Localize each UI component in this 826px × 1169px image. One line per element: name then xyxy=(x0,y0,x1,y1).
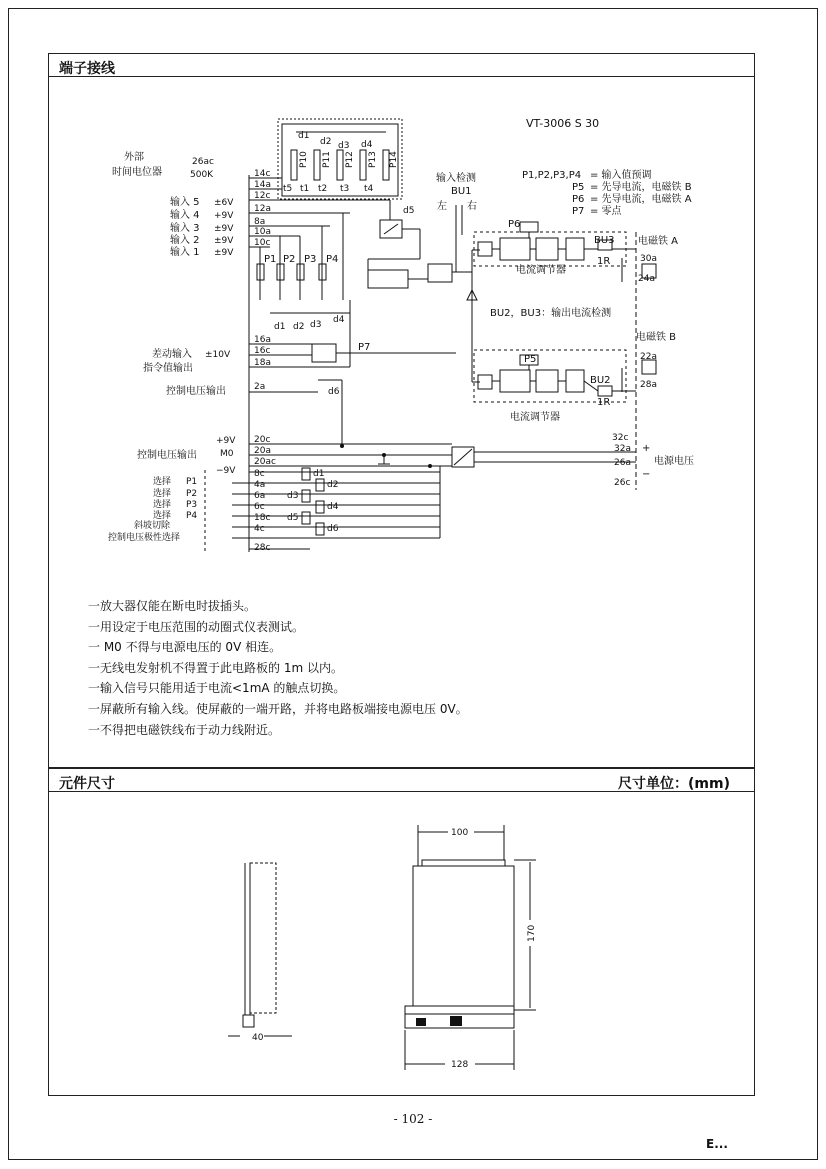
pot-term-label: 26ac xyxy=(192,157,214,167)
bu1-label: BU1 xyxy=(451,186,472,197)
terminal-30a: 30a xyxy=(640,254,657,264)
resistor-1r-b: 1R xyxy=(597,397,611,408)
solenoid-b-label: 电磁铁 B xyxy=(636,332,677,343)
right-label: 右 xyxy=(467,201,477,212)
select-label-1: 选择 xyxy=(153,477,172,487)
terminal-8a: 8a xyxy=(254,217,266,227)
pot-value-label: 500K xyxy=(190,170,214,180)
input-label-4: 输入 4 xyxy=(170,210,200,221)
left-label: 左 xyxy=(437,201,447,212)
preset-p12: P12 xyxy=(345,151,355,168)
relay-d6: d6 xyxy=(327,524,339,534)
terminal-8c: 8c xyxy=(254,469,265,479)
volt-minus9: −9V xyxy=(216,466,236,476)
terminal-10a: 10a xyxy=(254,227,271,237)
select-p3: P3 xyxy=(186,500,198,510)
select-label-4: 选择 xyxy=(153,511,172,521)
diff-input-label: 差动输入 xyxy=(152,349,192,360)
ctrl-volt-output-label-2: 控制电压输出 xyxy=(137,450,197,461)
note-item: 一不得把电磁铁线布于动力线附近。 xyxy=(88,722,281,737)
terminal-14c: 14c xyxy=(254,169,271,179)
relay-d5: d5 xyxy=(287,513,299,523)
input-label-1: 输入 1 xyxy=(170,247,200,258)
terminal-4c: 4c xyxy=(254,524,265,534)
terminal-28a: 28a xyxy=(640,380,657,390)
legend-key-2: P5 xyxy=(572,182,585,193)
dim-top-width: 100 xyxy=(451,828,469,838)
select-p1: P1 xyxy=(186,477,198,487)
input-volt-2: ±9V xyxy=(214,236,234,246)
dimension-section-title: 元件尺寸 xyxy=(59,776,115,792)
relay-d4: d4 xyxy=(327,502,339,512)
current-regulator-a: 电流调节器 xyxy=(516,265,566,276)
terminal-20a: 20a xyxy=(254,446,271,456)
volt-m0: M0 xyxy=(220,449,234,459)
bu2-label: BU2 xyxy=(590,375,611,386)
terminal-24a: 24a xyxy=(638,274,655,284)
relay-d1: d1 xyxy=(313,469,325,479)
timer-t5: t5 xyxy=(283,184,293,194)
terminal-28c: 28c xyxy=(254,543,271,553)
timer-t4: t4 xyxy=(364,184,374,194)
page-number: - 102 - xyxy=(393,1112,433,1126)
power-plus: + xyxy=(642,443,651,454)
legend-val-1: = 输入值预调 xyxy=(590,170,652,181)
notes-list xyxy=(88,596,468,740)
terminal-20c: 20c xyxy=(254,435,271,445)
legend-key-4: P7 xyxy=(572,206,585,217)
note-item: 一用设定于电压范围的动圈式仪表测试。 xyxy=(88,619,305,634)
relay-bottom-d4: d4 xyxy=(333,315,345,325)
terminal-10c: 10c xyxy=(254,238,271,248)
current-regulator-b: 电流调节器 xyxy=(510,412,560,423)
relay-d3: d3 xyxy=(287,491,299,501)
terminal-6c: 6c xyxy=(254,502,265,512)
terminal-32a: 32a xyxy=(614,444,631,454)
terminal-18c: 18c xyxy=(254,513,271,523)
legend-val-4: = 零点 xyxy=(590,206,622,217)
timer-t3: t3 xyxy=(340,184,350,194)
input-label-2: 输入 2 xyxy=(170,235,200,246)
terminal-16a: 16a xyxy=(254,335,271,345)
note-item: 一放大器仅能在断电时拔插头。 xyxy=(88,599,257,613)
input-volt-1: ±9V xyxy=(214,248,234,258)
preset-p1: P1 xyxy=(264,254,277,265)
select-p2: P2 xyxy=(186,489,198,499)
preset-p3: P3 xyxy=(304,254,317,265)
input-volt-3: ±9V xyxy=(214,224,234,234)
legend-key-1: P1,P2,P3,P4 xyxy=(522,170,582,181)
relay-bottom-d2: d2 xyxy=(293,322,305,332)
relay-d6-top: d6 xyxy=(328,387,340,397)
terminal-26c: 26c xyxy=(614,478,631,488)
footer-mark: E... xyxy=(706,1137,728,1151)
select-label-2: 选择 xyxy=(153,489,172,499)
terminal-16c: 16c xyxy=(254,346,271,356)
solenoid-a-label: 电磁铁 A xyxy=(638,236,679,247)
terminal-18a: 18a xyxy=(254,358,271,368)
relay-bottom-d1: d1 xyxy=(274,322,286,332)
relay-top-d2: d2 xyxy=(320,137,332,147)
volt-plus9: +9V xyxy=(216,436,236,446)
timer-t1: t1 xyxy=(300,184,310,194)
terminal-2a: 2a xyxy=(254,382,266,392)
preset-p6: P6 xyxy=(508,219,521,230)
relay-d2: d2 xyxy=(327,480,339,490)
select-p4: P4 xyxy=(186,511,198,521)
ext-pot-label-2: 时间电位器 xyxy=(112,167,162,178)
cmd-output-label: 指令值输出 xyxy=(143,363,193,374)
note-item: 一无线电发射机不得置于此电路板的 1m 以内。 xyxy=(88,660,343,675)
input-label-3: 输入 3 xyxy=(170,223,200,234)
terminal-20ac: 20ac xyxy=(254,457,276,467)
ramp-off-label: 斜坡切除 xyxy=(134,521,171,531)
preset-p10: P10 xyxy=(299,151,309,168)
legend-val-2: = 先导电流，电磁铁 B xyxy=(590,182,692,193)
note-item: 一屏蔽所有输入线。使屏蔽的一端开路，并将电路板端接电源电压 0V。 xyxy=(88,701,468,716)
legend-val-3: = 先导电流，电磁铁 A xyxy=(590,194,692,205)
preset-p2: P2 xyxy=(283,254,296,265)
ctrl-volt-output-label: 控制电压输出 xyxy=(166,386,226,397)
terminal-6a: 6a xyxy=(254,491,266,501)
relay-top-d3: d3 xyxy=(338,141,350,151)
preset-p4: P4 xyxy=(326,254,339,265)
preset-p13: P13 xyxy=(368,151,378,168)
legend-key-3: P6 xyxy=(572,194,585,205)
bu-note: BU2，BU3：输出电流检测 xyxy=(490,308,612,319)
timer-t2: t2 xyxy=(318,184,328,194)
input-volt-4: +9V xyxy=(214,211,234,221)
polarity-label: 控制电压极性选择 xyxy=(108,533,181,543)
dim-bottom-width: 128 xyxy=(451,1060,469,1070)
relay-bottom-d3: d3 xyxy=(310,320,322,330)
relay-top-d4: d4 xyxy=(361,140,373,150)
bu3-label: BU3 xyxy=(594,235,615,246)
model-label: VT-3006 S 30 xyxy=(526,117,600,130)
input-label-5: 输入 5 xyxy=(170,197,200,208)
dim-height: 170 xyxy=(527,924,537,942)
relay-top-d5: d5 xyxy=(403,206,415,216)
select-label-3: 选择 xyxy=(153,500,172,510)
relay-top-d1: d1 xyxy=(298,131,310,141)
note-item: 一输入信号只能用适于电流<1mA 的触点切换。 xyxy=(88,681,346,696)
terminal-4a: 4a xyxy=(254,480,266,490)
wiring-section-title: 端子接线 xyxy=(59,61,115,77)
preset-p14: P14 xyxy=(389,151,399,168)
preset-p11: P11 xyxy=(322,151,332,168)
note-item: 一 M0 不得与电源电压的 0V 相连。 xyxy=(88,640,282,655)
power-label: 电源电压 xyxy=(654,456,694,467)
ext-pot-label-1: 外部 xyxy=(124,152,144,163)
terminal-22a: 22a xyxy=(640,352,657,362)
terminal-14a: 14a xyxy=(254,180,271,190)
terminal-12a: 12a xyxy=(254,204,271,214)
preset-p7: P7 xyxy=(358,342,371,353)
terminal-32c: 32c xyxy=(612,433,629,443)
resistor-1r-a: 1R xyxy=(597,256,611,267)
terminal-26a: 26a xyxy=(614,458,631,468)
dimension-unit: 尺寸单位：(mm) xyxy=(618,776,730,792)
detect-label: 输入检测 xyxy=(436,173,476,184)
diff-volt-label: ±10V xyxy=(205,350,231,360)
preset-p5: P5 xyxy=(524,354,537,365)
dim-side-width: 40 xyxy=(252,1033,264,1043)
terminal-12c: 12c xyxy=(254,191,271,201)
input-volt-5: ±6V xyxy=(214,198,234,208)
power-minus: − xyxy=(642,469,651,480)
